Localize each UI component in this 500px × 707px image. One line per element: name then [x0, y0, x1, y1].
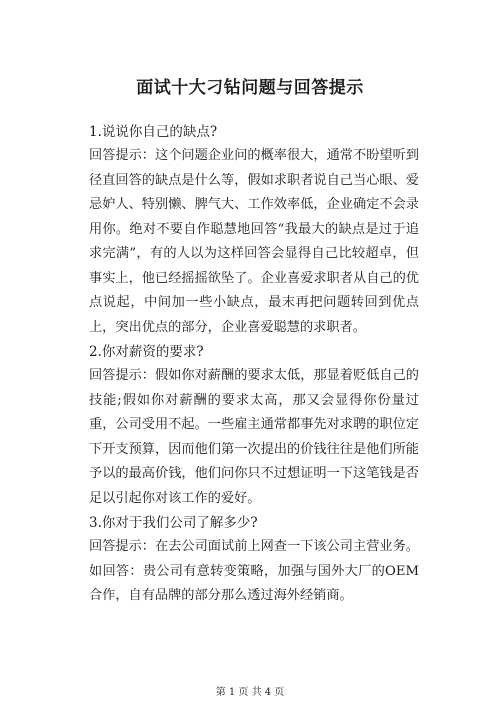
document-title: 面试十大刁钻问题与回答提示	[136, 78, 364, 98]
document-body	[89, 120, 419, 609]
answer-3: 回答提示：在去公司面试前上网查一下该公司主营业务。如回答：贵公司有意转变策略，加强与国外大厂的OEM合作，自有品牌的部分那么透过海外经销商。	[89, 539, 419, 603]
question-1: 1.说说你自己的缺点?	[89, 124, 218, 140]
question-2: 2.你对薪资的要求?	[89, 344, 204, 360]
page-footer: 第 1 页 共 4 页	[215, 687, 285, 698]
answer-2: 回答提示：假如你对薪酬的要求太低，那显着贬低自己的技能;假如你对薪酬的要求太高，那又会显得你份量过重，公司受用不起。一些雇主通常都事先对求聘的职位定下开支预算，因而他们第一次提出的价钱往往是他们所能予以的最高价钱，他们问你只不过想证明一下这笔钱是否足以引起你对该工作的爱好。	[89, 368, 419, 506]
question-3: 3.你对于我们公司了解多少?	[89, 515, 258, 531]
answer-1: 回答提示：这个问题企业问的概率很大，通常不盼望听到径直回答的缺点是什么等，假如求职者说自己当心眼、爱忌妒人、特别懒、脾气大、工作效率低，企业确定不会录用你。绝对不要自作聪慧地回答“我最大的缺点是过于追求完满”，有的人以为这样回答会显得自己比较超卓，但事实上，他已经摇摇欲坠了。企业喜爱求职者从自己的优点说起，中间加一些小缺点，最末再把问题转回到优点上，突出优点的部分，企业喜爱聪慧的求职者。	[89, 148, 419, 335]
